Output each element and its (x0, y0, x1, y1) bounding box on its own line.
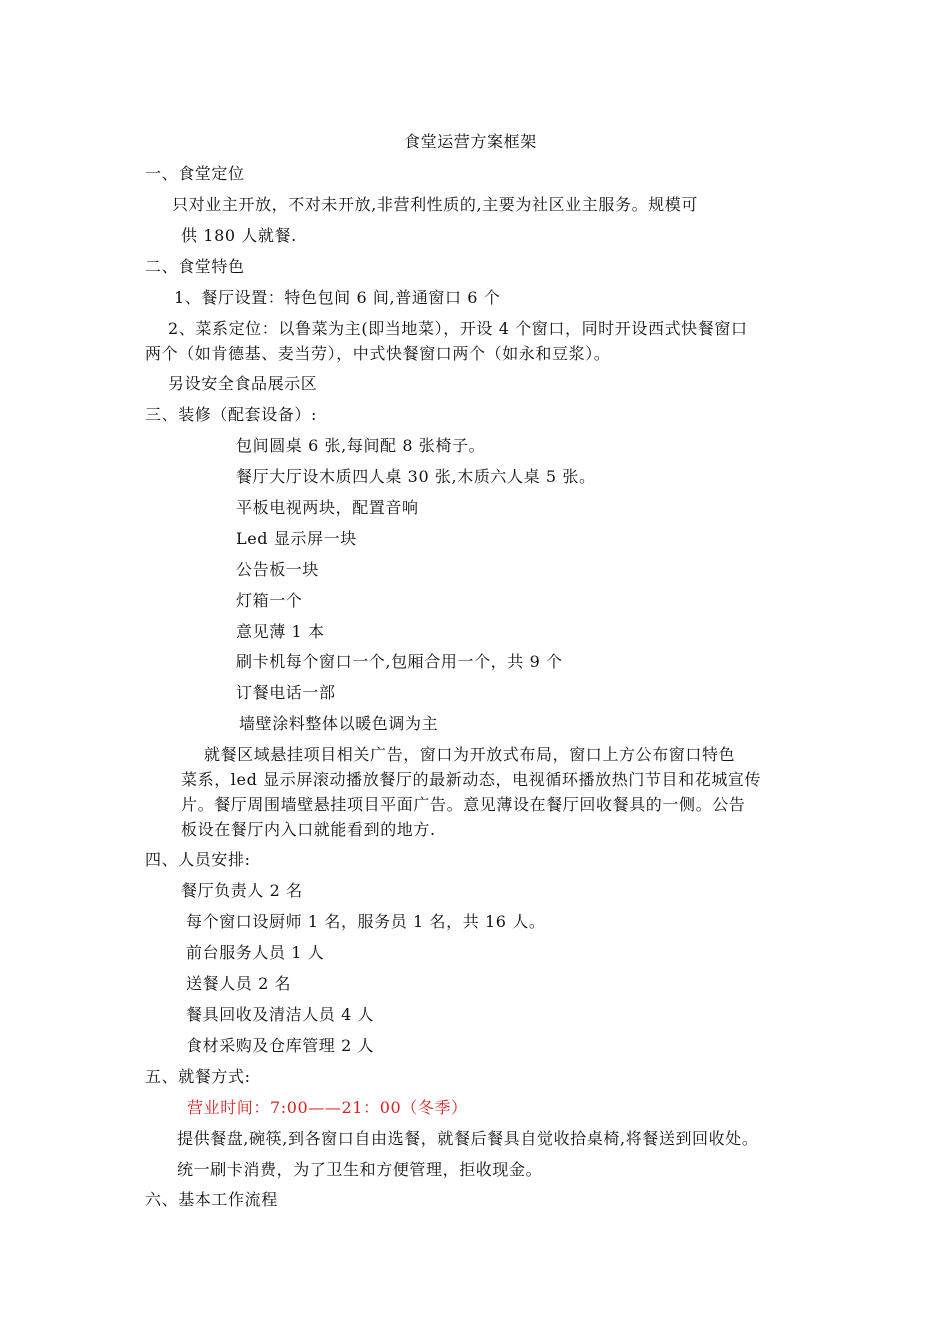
section-2-item-2-line-2: 两个（如肯德基、麦当劳），中式快餐窗口两个（如永和豆浆）。 (145, 344, 611, 363)
section-5-paragraph-1: 提供餐盘,碗筷,到各窗口自由选餐，就餐后餐具自觉收拾桌椅,将餐送到回收处。 (177, 1129, 759, 1148)
section-2-item-1: 1、餐厅设置：特色包间 6 间,普通窗口 6 个 (174, 288, 501, 307)
section-2-extra: 另设安全食品展示区 (168, 374, 318, 393)
section-4-item: 每个窗口设厨师 1 名，服务员 1 名，共 16 人。 (186, 912, 546, 931)
section-5-paragraph-2: 统一刷卡消费，为了卫生和方便管理，拒收现金。 (177, 1160, 543, 1179)
section-4-heading: 四、人员安排: (145, 850, 251, 869)
section-3-item: Led 显示屏一块 (236, 529, 357, 548)
section-4-item: 食材采购及仓库管理 2 人 (186, 1036, 375, 1055)
section-3-heading: 三、装修（配套设备）: (145, 405, 317, 424)
document-title: 食堂运营方案框架 (404, 132, 537, 151)
section-3-item: 包间圆桌 6 张,每间配 8 张椅子。 (236, 436, 486, 455)
section-4-item: 餐具回收及清洁人员 4 人 (186, 1005, 375, 1024)
section-4-item: 前台服务人员 1 人 (186, 943, 325, 962)
section-3-item: 订餐电话一部 (236, 683, 336, 702)
business-hours: 营业时间：7:00——21：00（冬季） (187, 1098, 468, 1117)
section-3-item: 墙壁涂料整体以暖色调为主 (239, 714, 439, 733)
section-2-item-2-line-1: 2、菜系定位：以鲁菜为主(即当地菜），开设 4 个窗口，同时开设西式快餐窗口 (168, 319, 748, 338)
section-4-item: 餐厅负责人 2 名 (181, 881, 303, 900)
section-3-paragraph-line-3: 片。餐厅周围墙壁悬挂项目平面广告。意见薄设在餐厅回收餐具的一侧。公告 (181, 795, 746, 814)
section-5-heading: 五、就餐方式: (145, 1067, 251, 1086)
section-3-paragraph-line-4: 板设在餐厅内入口就能看到的地方. (181, 820, 436, 839)
section-4-item: 送餐人员 2 名 (186, 974, 292, 993)
section-3-item: 平板电视两块，配置音响 (236, 498, 419, 517)
section-3-item: 意见薄 1 本 (236, 622, 325, 641)
section-3-item: 公告板一块 (236, 560, 320, 579)
section-1-paragraph-line-1: 只对业主开放，不对未开放,非营利性质的,主要为社区业主服务。规模可 (172, 195, 698, 214)
section-1-paragraph-line-2: 供 180 人就餐. (181, 226, 297, 245)
section-2-heading: 二、食堂特色 (145, 257, 245, 276)
section-6-heading: 六、基本工作流程 (145, 1190, 278, 1209)
section-3-item: 刷卡机每个窗口一个,包厢合用一个，共 9 个 (236, 652, 563, 671)
section-1-heading: 一、食堂定位 (145, 164, 245, 183)
section-3-paragraph-line-1: 就餐区域悬挂项目相关广告，窗口为开放式布局，窗口上方公布窗口特色 (204, 745, 736, 764)
section-3-item: 灯箱一个 (236, 591, 303, 610)
section-3-item: 餐厅大厅设木质四人桌 30 张,木质六人桌 5 张。 (236, 467, 596, 486)
section-3-paragraph-line-2: 菜系，led 显示屏滚动播放餐厅的最新动态，电视循环播放热门节目和花城宣传 (181, 770, 762, 789)
